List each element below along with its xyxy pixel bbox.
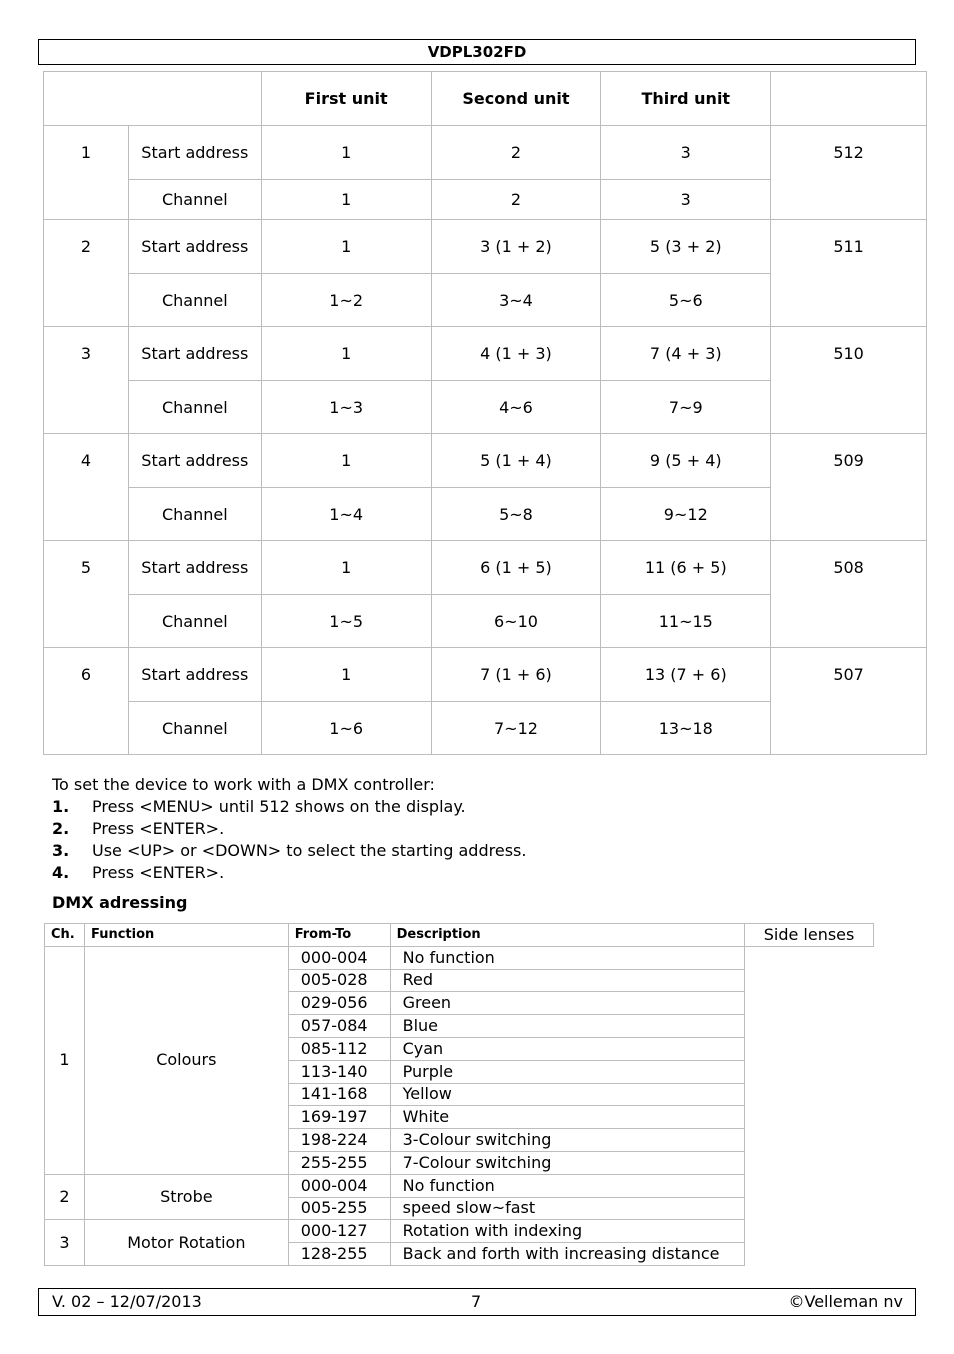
step-text: Press <MENU> until 512 shows on the display.	[92, 797, 466, 816]
channel-value: 5~8	[431, 488, 601, 541]
step-number: 2.	[52, 819, 70, 838]
dmx-range: 255-255	[288, 1151, 390, 1174]
channel-value: 13~18	[601, 702, 771, 755]
start-address-value: 1	[261, 126, 431, 180]
dmx-range: 000-004	[288, 1174, 390, 1197]
version-date: V. 02 – 12/07/2013	[52, 1292, 202, 1311]
row-label: Start address	[128, 541, 261, 595]
dmx-description: Red	[390, 969, 744, 992]
start-address-value: 2	[431, 126, 601, 180]
start-address-row	[44, 541, 927, 595]
page-number: 7	[471, 1292, 482, 1311]
remaining-address: 512	[771, 126, 927, 220]
unit-count: 6	[44, 648, 129, 755]
dmx-description: No function	[390, 946, 744, 969]
channel-function: Colours	[84, 946, 288, 1174]
start-address-row	[44, 648, 927, 702]
start-address-value: 7 (1 + 6)	[431, 648, 601, 702]
dmx-description: 7-Colour switching	[390, 1151, 744, 1174]
channel-value: 1~3	[261, 381, 431, 434]
channel-value: 3	[601, 180, 771, 220]
dmx-range: 005-028	[288, 969, 390, 992]
unit-count: 2	[44, 220, 129, 327]
row-label: Channel	[128, 702, 261, 755]
channel-value: 7~12	[431, 702, 601, 755]
dmx-description: No function	[390, 1174, 744, 1197]
channel-value: 1~4	[261, 488, 431, 541]
dmx-range: 085-112	[288, 1037, 390, 1060]
start-address-value: 11 (6 + 5)	[601, 541, 771, 595]
remaining-address: 507	[771, 648, 927, 755]
dmx-range: 000-127	[288, 1220, 390, 1243]
instruction-step	[52, 862, 912, 884]
dmx-range: 057-084	[288, 1015, 390, 1038]
unit-count: 1	[44, 126, 129, 220]
channel-value: 6~10	[431, 595, 601, 648]
instruction-step	[52, 818, 912, 840]
row-label: Channel	[128, 274, 261, 327]
step-number: 1.	[52, 797, 70, 816]
remaining-address: 509	[771, 434, 927, 541]
step-text: Press <ENTER>.	[92, 863, 225, 882]
channel-value: 1~2	[261, 274, 431, 327]
column-header	[44, 72, 262, 126]
row-label: Start address	[128, 220, 261, 274]
document-title: VDPL302FD	[427, 43, 527, 61]
start-address-value: 4 (1 + 3)	[431, 327, 601, 381]
dmx-description: Blue	[390, 1015, 744, 1038]
instruction-step	[52, 840, 912, 862]
column-header: Third unit	[601, 72, 771, 126]
dmx-description: Purple	[390, 1060, 744, 1083]
dmx-range: 113-140	[288, 1060, 390, 1083]
dmx-table	[44, 923, 874, 1266]
start-address-value: 13 (7 + 6)	[601, 648, 771, 702]
row-label: Start address	[128, 126, 261, 180]
unit-count: 3	[44, 327, 129, 434]
dmx-row	[45, 1220, 874, 1243]
dmx-range: 141-168	[288, 1083, 390, 1106]
column-header: Function	[84, 924, 288, 947]
dmx-description: Yellow	[390, 1083, 744, 1106]
remaining-address: 510	[771, 327, 927, 434]
channel-value: 7~9	[601, 381, 771, 434]
document-footer	[38, 1288, 916, 1316]
remaining-address: 511	[771, 220, 927, 327]
dmx-row	[45, 946, 874, 969]
address-table	[43, 71, 927, 755]
remaining-address: 508	[771, 541, 927, 648]
channel-number: 1	[45, 946, 85, 1174]
start-address-value: 1	[261, 220, 431, 274]
dmx-range: 005-255	[288, 1197, 390, 1220]
start-address-value: 3 (1 + 2)	[431, 220, 601, 274]
channel-value: 1~6	[261, 702, 431, 755]
unit-count: 4	[44, 434, 129, 541]
start-address-row	[44, 126, 927, 180]
instruction-step	[52, 796, 912, 818]
row-label: Start address	[128, 327, 261, 381]
dmx-description: Rotation with indexing	[390, 1220, 744, 1243]
address-table-header	[44, 72, 927, 126]
start-address-row	[44, 327, 927, 381]
dmx-description: Cyan	[390, 1037, 744, 1060]
row-label: Channel	[128, 381, 261, 434]
channel-value: 1~5	[261, 595, 431, 648]
step-number: 3.	[52, 841, 70, 860]
dmx-range: 169-197	[288, 1106, 390, 1129]
channel-value: 1	[261, 180, 431, 220]
dmx-row	[45, 1174, 874, 1197]
channel-value: 2	[431, 180, 601, 220]
dmx-description: White	[390, 1106, 744, 1129]
column-header: Description	[390, 924, 744, 947]
start-address-row	[44, 220, 927, 274]
start-address-value: 7 (4 + 3)	[601, 327, 771, 381]
row-label: Channel	[128, 180, 261, 220]
row-label: Start address	[128, 434, 261, 488]
channel-value: 4~6	[431, 381, 601, 434]
start-address-value: 3	[601, 126, 771, 180]
dmx-description: Back and forth with increasing distance	[390, 1243, 744, 1266]
document-header	[38, 39, 916, 65]
start-address-value: 1	[261, 648, 431, 702]
dmx-description: 3-Colour switching	[390, 1129, 744, 1152]
channel-number: 2	[45, 1174, 85, 1220]
dmx-description: speed slow~fast	[390, 1197, 744, 1220]
section-title: DMX adressing	[52, 893, 188, 912]
step-number: 4.	[52, 863, 70, 882]
channel-value: 11~15	[601, 595, 771, 648]
start-address-value: 9 (5 + 4)	[601, 434, 771, 488]
side-lenses-cell: Side lenses	[745, 924, 874, 947]
start-address-value: 1	[261, 434, 431, 488]
step-text: Press <ENTER>.	[92, 819, 225, 838]
step-text: Use <UP> or <DOWN> to select the starting address.	[92, 841, 527, 860]
channel-number: 3	[45, 1220, 85, 1266]
row-label: Channel	[128, 595, 261, 648]
start-address-row	[44, 434, 927, 488]
dmx-description: Green	[390, 992, 744, 1015]
dmx-range: 000-004	[288, 946, 390, 969]
dmx-range: 029-056	[288, 992, 390, 1015]
column-header: Ch.	[45, 924, 85, 947]
row-label: Channel	[128, 488, 261, 541]
channel-function: Strobe	[84, 1174, 288, 1220]
dmx-table-header	[45, 924, 874, 947]
dmx-range: 198-224	[288, 1129, 390, 1152]
channel-value: 3~4	[431, 274, 601, 327]
start-address-value: 5 (3 + 2)	[601, 220, 771, 274]
start-address-value: 1	[261, 327, 431, 381]
unit-count: 5	[44, 541, 129, 648]
channel-value: 5~6	[601, 274, 771, 327]
row-label: Start address	[128, 648, 261, 702]
column-header: Second unit	[431, 72, 601, 126]
start-address-value: 6 (1 + 5)	[431, 541, 601, 595]
channel-function: Motor Rotation	[84, 1220, 288, 1266]
column-header: First unit	[261, 72, 431, 126]
column-header: From-To	[288, 924, 390, 947]
channel-value: 9~12	[601, 488, 771, 541]
start-address-value: 1	[261, 541, 431, 595]
dmx-range: 128-255	[288, 1243, 390, 1266]
dmx-instructions	[52, 774, 912, 914]
instructions-intro: To set the device to work with a DMX controller:	[52, 775, 435, 794]
column-header	[771, 72, 927, 126]
copyright: ©Velleman nv	[788, 1292, 903, 1311]
start-address-value: 5 (1 + 4)	[431, 434, 601, 488]
